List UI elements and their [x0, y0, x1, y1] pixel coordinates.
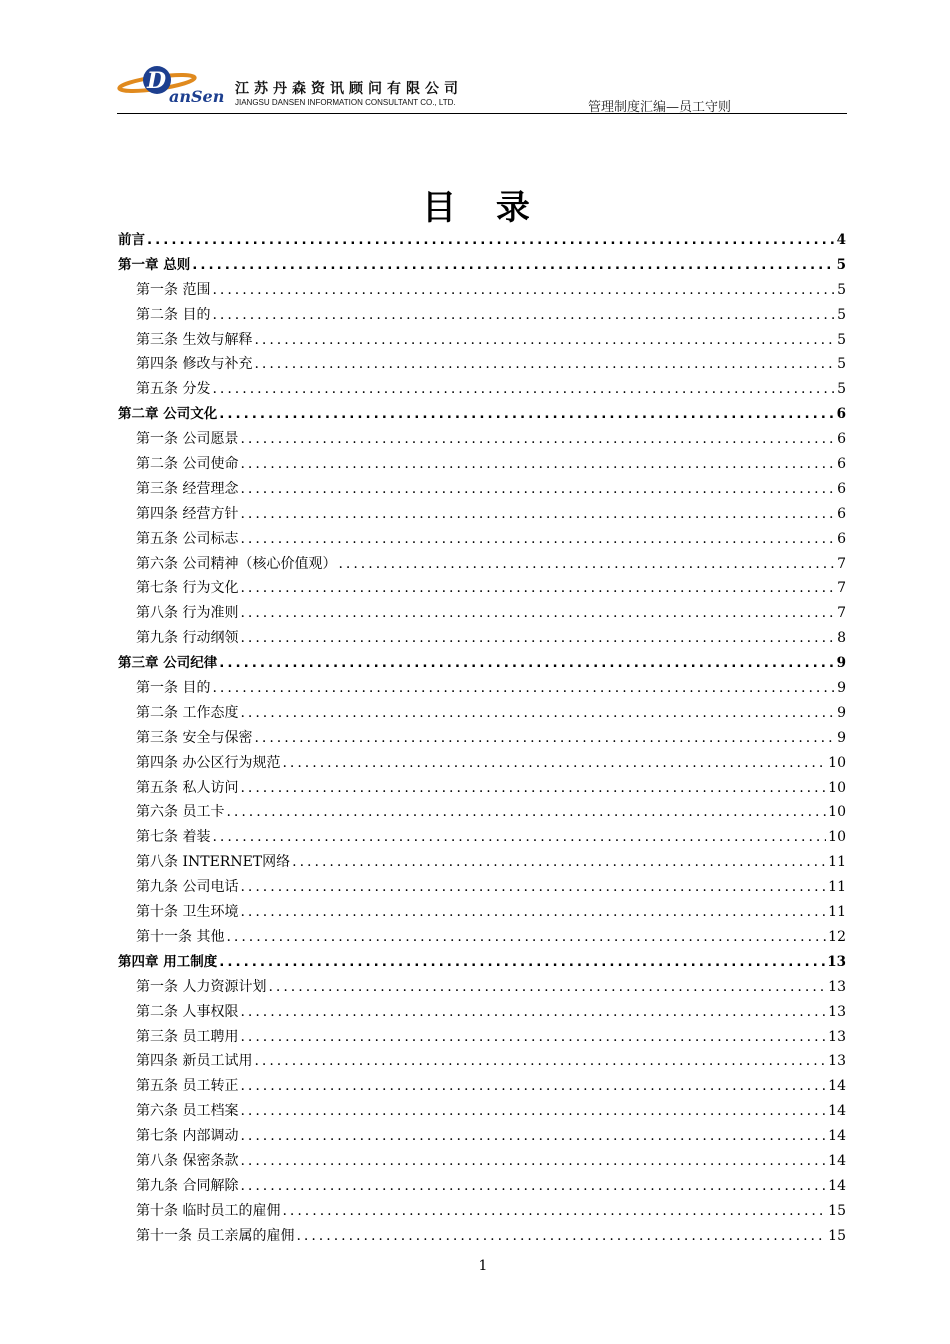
- toc-chapter-entry[interactable]: [118, 402, 846, 427]
- toc-dot-leader: [254, 352, 835, 377]
- toc-dot-leader: [212, 303, 835, 328]
- toc-dot-leader: [240, 502, 835, 527]
- toc-entry-page: 15: [828, 1202, 846, 1219]
- toc-entry-page: 13: [828, 978, 846, 995]
- toc-article-entry[interactable]: [118, 676, 846, 701]
- toc-article-entry[interactable]: [118, 1124, 846, 1149]
- toc-article-entry[interactable]: [118, 502, 846, 527]
- toc-dot-leader: [226, 800, 826, 825]
- toc-entry-page: 13: [828, 1028, 846, 1045]
- toc-entry-text: 第十一条 其他: [136, 928, 225, 945]
- toc-entry-text: 第六条 员工档案: [136, 1103, 239, 1120]
- toc-entry-page: 7: [837, 580, 846, 597]
- toc-entry-page: 15: [828, 1227, 846, 1244]
- toc-entry-page: 9: [837, 729, 846, 746]
- toc-entry-text: 第四章 用工制度: [118, 953, 218, 970]
- toc-entry-text: 第一章 总则: [118, 256, 191, 273]
- toc-entry-text: 第十条 临时员工的雇佣: [136, 1202, 281, 1219]
- toc-chapter-entry[interactable]: [118, 950, 846, 975]
- toc-article-entry[interactable]: [118, 527, 846, 552]
- toc-entry-text: 第一条 人力资源计划: [136, 978, 267, 995]
- toc-dot-leader: [338, 552, 835, 577]
- toc-entry-page: 9: [836, 655, 846, 672]
- toc-article-entry[interactable]: [118, 751, 846, 776]
- toc-article-entry[interactable]: [118, 1000, 846, 1025]
- toc-dot-leader: [296, 1224, 826, 1249]
- toc-entry-page: 14: [828, 1152, 846, 1169]
- header-divider: [117, 113, 847, 114]
- toc-entry-text: 第三条 经营理念: [136, 480, 239, 497]
- toc-entry-text: 第四条 新员工试用: [136, 1053, 253, 1070]
- toc-entry-page: 11: [828, 854, 846, 871]
- toc-dot-leader: [240, 900, 826, 925]
- toc-entry-page: 4: [836, 232, 846, 248]
- toc-dot-leader: [212, 377, 835, 402]
- toc-dot-leader: [212, 676, 835, 701]
- toc-entry-page: 11: [828, 904, 846, 921]
- toc-article-entry[interactable]: [118, 278, 846, 303]
- toc-entry-text: 第六条 公司精神（核心价值观）: [136, 555, 337, 572]
- toc-article-entry[interactable]: [118, 875, 846, 900]
- toc-article-entry[interactable]: [118, 576, 846, 601]
- toc-entry-text: 第九条 行动纲领: [136, 630, 239, 647]
- toc-entry-page: 6: [837, 530, 846, 547]
- toc-dot-leader: [240, 1074, 826, 1099]
- toc-entry-text: 第三条 生效与解释: [136, 331, 253, 348]
- logo-wordmark: anSen: [169, 87, 225, 106]
- toc-article-entry[interactable]: [118, 352, 846, 377]
- toc-dot-leader: [282, 1199, 826, 1224]
- toc-dot-leader: [240, 1149, 826, 1174]
- toc-dot-leader: [240, 776, 826, 801]
- toc-entry-page: 5: [837, 306, 846, 323]
- toc-chapter-entry[interactable]: [118, 253, 846, 278]
- toc-entry-page: 13: [827, 953, 846, 970]
- toc-dot-leader: [240, 477, 835, 502]
- toc-article-entry[interactable]: [118, 825, 846, 850]
- toc-article-entry[interactable]: [118, 1025, 846, 1050]
- toc-article-entry[interactable]: [118, 303, 846, 328]
- toc-entry-page: 5: [837, 356, 846, 373]
- toc-article-entry[interactable]: [118, 975, 846, 1000]
- toc-entry-text: 第五条 分发: [136, 381, 211, 398]
- toc-article-entry[interactable]: [118, 427, 846, 452]
- toc-dot-leader: [240, 576, 835, 601]
- toc-dot-leader: [240, 1174, 826, 1199]
- toc-dot-leader: [147, 228, 835, 253]
- toc-entry-page: 9: [837, 680, 846, 697]
- toc-entry-page: 14: [828, 1128, 846, 1145]
- toc-entry-page: 10: [828, 804, 846, 821]
- toc-entry-page: 11: [828, 879, 846, 896]
- toc-article-entry[interactable]: [118, 1149, 846, 1174]
- toc-entry-text: 第十一条 员工亲属的雇佣: [136, 1227, 295, 1244]
- toc-entry-text: 第八条 INTERNET网络: [136, 854, 291, 871]
- toc-entry-text: 前言: [118, 232, 145, 248]
- toc-entry-page: 6: [837, 456, 846, 473]
- page-header: [117, 58, 847, 114]
- toc-entry-text: 第五条 私人访问: [136, 779, 239, 796]
- company-name-cn: 江苏丹森资讯顾问有限公司: [235, 81, 463, 97]
- toc-dot-leader: [254, 328, 835, 353]
- toc-article-entry[interactable]: [118, 601, 846, 626]
- toc-dot-leader: [240, 701, 835, 726]
- toc-article-entry[interactable]: [118, 726, 846, 751]
- toc-entry-text: 第五条 公司标志: [136, 530, 239, 547]
- toc-dot-leader: [292, 850, 826, 875]
- toc-article-entry[interactable]: [118, 900, 846, 925]
- toc-article-entry[interactable]: [118, 1074, 846, 1099]
- toc-entry-page: 9: [837, 704, 846, 721]
- toc-dot-leader: [226, 925, 826, 950]
- toc-article-entry[interactable]: [118, 850, 846, 875]
- toc-article-entry[interactable]: [118, 776, 846, 801]
- toc-dot-leader: [240, 1099, 826, 1124]
- toc-entry-page: 14: [828, 1103, 846, 1120]
- toc-entry-page: 10: [828, 754, 846, 771]
- toc-dot-leader: [240, 1124, 826, 1149]
- toc-entry-text: 第三条 员工聘用: [136, 1028, 239, 1045]
- toc-entry-text: 第九条 公司电话: [136, 879, 239, 896]
- toc-dot-leader: [219, 402, 834, 427]
- toc-article-entry[interactable]: [118, 626, 846, 651]
- toc-entry-text: 第八条 行为准则: [136, 605, 239, 622]
- toc-entry-page: 5: [837, 331, 846, 348]
- toc-chapter-entry[interactable]: [118, 651, 846, 676]
- toc-dot-leader: [282, 751, 826, 776]
- toc-entry-text: 第一条 公司愿景: [136, 431, 239, 448]
- toc-dot-leader: [240, 427, 835, 452]
- toc-entry-page: 6: [837, 480, 846, 497]
- toc-dot-leader: [192, 253, 834, 278]
- toc-article-entry[interactable]: [118, 328, 846, 353]
- toc-entry-text: 第二条 人事权限: [136, 1003, 239, 1020]
- toc-entry-page: 8: [837, 630, 846, 647]
- toc-article-entry[interactable]: [118, 1049, 846, 1074]
- toc-article-entry[interactable]: [118, 701, 846, 726]
- toc-entry-page: 6: [837, 431, 846, 448]
- toc-entry-text: 第二章 公司文化: [118, 406, 218, 423]
- toc-entry-text: 第二条 工作态度: [136, 704, 239, 721]
- toc-article-entry[interactable]: [118, 1199, 846, 1224]
- toc-dot-leader: [240, 527, 835, 552]
- toc-dot-leader: [212, 278, 835, 303]
- toc-article-entry[interactable]: [118, 477, 846, 502]
- toc-article-entry[interactable]: [118, 377, 846, 402]
- toc-entry-page: 14: [828, 1177, 846, 1194]
- company-name-en: JIANGSU DANSEN INFORMATION CONSULTANT CO., LTD.: [235, 98, 456, 107]
- logo-initial: D: [147, 68, 167, 94]
- toc-entry-text: 第二条 目的: [136, 306, 211, 323]
- toc-entry-text: 第三章 公司纪律: [118, 655, 218, 672]
- toc-dot-leader: [240, 1025, 826, 1050]
- toc-article-entry[interactable]: [118, 800, 846, 825]
- toc-entry-text: 第一条 目的: [136, 680, 211, 697]
- page-number: 1: [478, 1258, 488, 1274]
- toc-entry-text: 第七条 着装: [136, 829, 211, 846]
- toc-entry-text: 第六条 员工卡: [136, 804, 225, 821]
- toc-entry-text: 第八条 保密条款: [136, 1152, 239, 1169]
- toc-entry-page: 10: [828, 779, 846, 796]
- toc-article-entry[interactable]: [118, 1224, 846, 1249]
- toc-article-entry[interactable]: [118, 925, 846, 950]
- toc-entry-text: 第二条 公司使命: [136, 456, 239, 473]
- toc-entry-text: 第十条 卫生环境: [136, 904, 239, 921]
- toc-dot-leader: [240, 452, 835, 477]
- toc-entry-page: 7: [837, 605, 846, 622]
- toc-dot-leader: [240, 875, 826, 900]
- toc-entry-page: 5: [836, 256, 846, 273]
- toc-entry-text: 第七条 内部调动: [136, 1128, 239, 1145]
- toc-article-entry[interactable]: [118, 1174, 846, 1199]
- toc-entry-page: 6: [837, 505, 846, 522]
- toc-entry-page: 10: [828, 829, 846, 846]
- toc-entry-text: 第九条 合同解除: [136, 1177, 239, 1194]
- toc-entry-page: 5: [837, 281, 846, 298]
- toc-dot-leader: [240, 601, 835, 626]
- toc-article-entry[interactable]: [118, 552, 846, 577]
- dansen-logo: [117, 58, 229, 110]
- toc-entry-text: 第一条 范围: [136, 281, 211, 298]
- toc-chapter-entry[interactable]: [118, 228, 846, 253]
- toc-entry-text: 第四条 办公区行为规范: [136, 754, 281, 771]
- toc-entry-page: 13: [828, 1053, 846, 1070]
- toc-dot-leader: [254, 726, 835, 751]
- toc-entry-page: 6: [836, 406, 846, 423]
- toc-entry-page: 5: [837, 381, 846, 398]
- toc-entry-page: 14: [828, 1078, 846, 1095]
- toc-title: 目 录: [422, 188, 544, 228]
- toc-dot-leader: [254, 1049, 826, 1074]
- toc-dot-leader: [219, 651, 834, 676]
- table-of-contents: [118, 228, 846, 1249]
- toc-dot-leader: [240, 1000, 826, 1025]
- toc-entry-page: 12: [828, 928, 846, 945]
- document-title: 管理制度汇编—员工守则: [587, 100, 731, 115]
- toc-entry-page: 13: [828, 1003, 846, 1020]
- toc-entry-text: 第三条 安全与保密: [136, 729, 253, 746]
- toc-article-entry[interactable]: [118, 1099, 846, 1124]
- toc-dot-leader: [212, 825, 826, 850]
- toc-entry-text: 第五条 员工转正: [136, 1078, 239, 1095]
- toc-entry-text: 第七条 行为文化: [136, 580, 239, 597]
- toc-article-entry[interactable]: [118, 452, 846, 477]
- toc-dot-leader: [268, 975, 826, 1000]
- toc-entry-text: 第四条 经营方针: [136, 505, 239, 522]
- toc-dot-leader: [240, 626, 835, 651]
- toc-dot-leader: [219, 950, 825, 975]
- toc-entry-page: 7: [837, 555, 846, 572]
- toc-entry-text: 第四条 修改与补充: [136, 356, 253, 373]
